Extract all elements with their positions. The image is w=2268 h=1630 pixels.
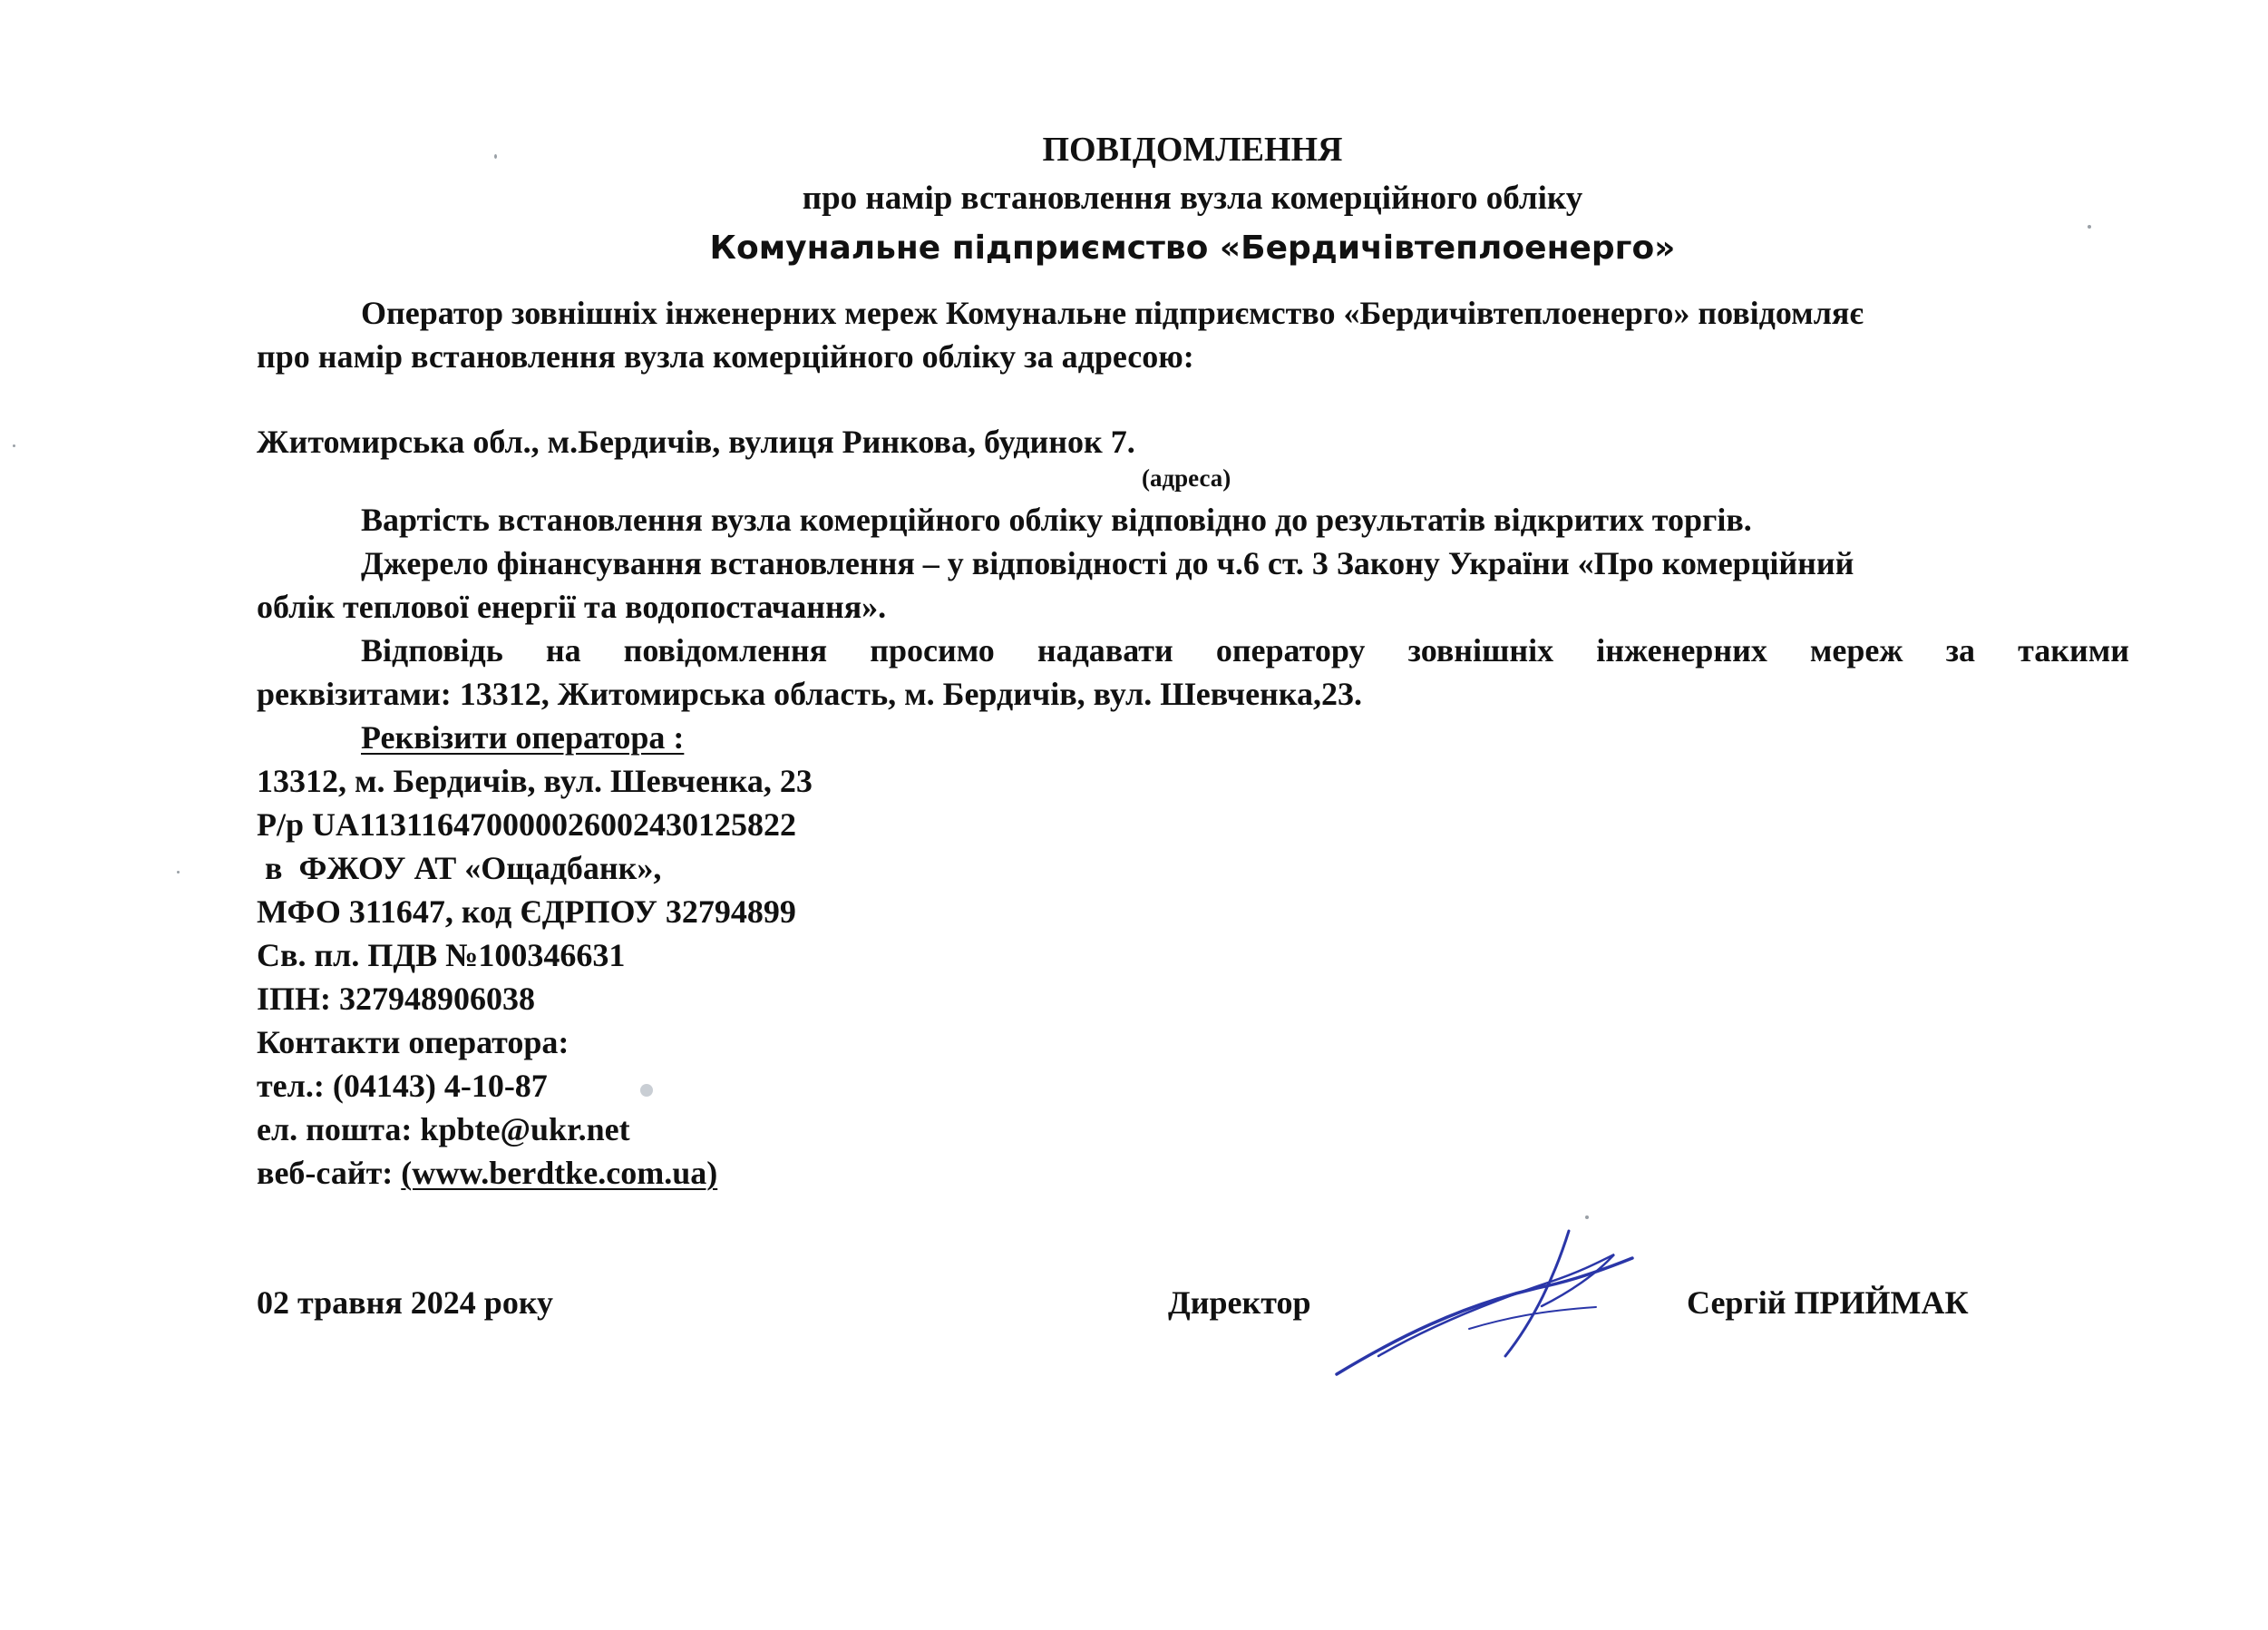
response-word: надавати xyxy=(1037,632,1173,669)
requisites-codes: МФО 311647, код ЄДРПОУ 32794899 xyxy=(257,893,796,930)
requisites-tin: ІПН: 327948906038 xyxy=(257,981,536,1017)
response-word: просимо xyxy=(870,632,995,669)
funding-line-2: облік теплової енергії та водопостачання». xyxy=(257,589,887,625)
requisites-address: 13312, м. Бердичів, вул. Шевченка, 23 xyxy=(257,763,813,799)
address-caption: (адреса) xyxy=(1142,464,1231,492)
intro-line-2: про намір встановлення вузла комерційного обліку за адресою: xyxy=(257,338,1194,375)
notice-date: 02 травня 2024 року xyxy=(257,1284,554,1321)
website-link[interactable]: (www.berdtke.com.ua) xyxy=(401,1155,718,1191)
requisites-title: Реквізити оператора : xyxy=(361,719,685,756)
signature-stroke-main xyxy=(1337,1258,1632,1374)
response-word: на xyxy=(545,632,581,669)
funding-line-1: Джерело фінансування встановлення – у відповідності до ч.6 ст. 3 Закону України «Про комерційний xyxy=(361,545,1854,581)
intro-line-1: Оператор зовнішніх інженерних мереж Комунальне підприємство «Бердичівтеплоенерго» повідомляє xyxy=(361,295,1864,331)
response-word: за xyxy=(1945,632,1976,669)
website-label: веб-сайт: xyxy=(257,1155,402,1191)
contacts-email: ел. пошта: kpbte@ukr.net xyxy=(257,1111,630,1147)
signatory-position: Директор xyxy=(1168,1284,1311,1321)
scan-speck xyxy=(177,871,180,874)
requisites-account: Р/р UA113116470000026002430125822 xyxy=(257,806,797,843)
response-word: інженерних xyxy=(1596,632,1767,669)
signatory-name: Сергій ПРИЙМАК xyxy=(1687,1284,1969,1321)
scan-speck xyxy=(2088,225,2091,229)
scan-speck xyxy=(640,1084,653,1097)
contacts-phone: тел.: (04143) 4-10-87 xyxy=(257,1068,548,1104)
response-word: такими xyxy=(2018,632,2129,669)
response-word: Відповідь xyxy=(361,632,503,669)
response-word: оператору xyxy=(1215,632,1366,669)
scan-speck xyxy=(1585,1215,1589,1219)
notice-heading: ПОВІДОМЛЕННЯ xyxy=(1042,131,1343,169)
requisites-bank: в ФЖОУ АТ «Ощадбанк», xyxy=(257,850,662,886)
company-name: Комунальне підприємство «Бердичівтеплоенерго» xyxy=(709,229,1676,267)
notice-subheading: про намір встановлення вузла комерційного обліку xyxy=(802,180,1583,217)
response-word: повідомлення xyxy=(623,632,828,669)
requisites-vat: Св. пл. ПДВ №100346631 xyxy=(257,937,626,973)
address-value: Житомирська обл., м.Бердичів, вулиця Ринкова, будинок 7. xyxy=(257,424,1135,460)
response-word: зовнішніх xyxy=(1407,632,1554,669)
response-word: мереж xyxy=(1809,632,1903,669)
response-line-1 xyxy=(361,631,2129,669)
cost-statement: Вартість встановлення вузла комерційного обліку відповідно до результатів відкритих торгів. xyxy=(361,502,1752,538)
scan-speck xyxy=(494,154,497,159)
director-signature xyxy=(1324,1220,1650,1383)
response-line-2: реквізитами: 13312, Житомирська область, м. Бердичів, вул. Шевченка,23. xyxy=(257,676,1362,712)
contacts-title: Контакти оператора: xyxy=(257,1024,569,1060)
signature-stroke-loop xyxy=(1378,1254,1614,1356)
contacts-website-row xyxy=(257,1154,717,1192)
scan-speck xyxy=(13,444,15,447)
